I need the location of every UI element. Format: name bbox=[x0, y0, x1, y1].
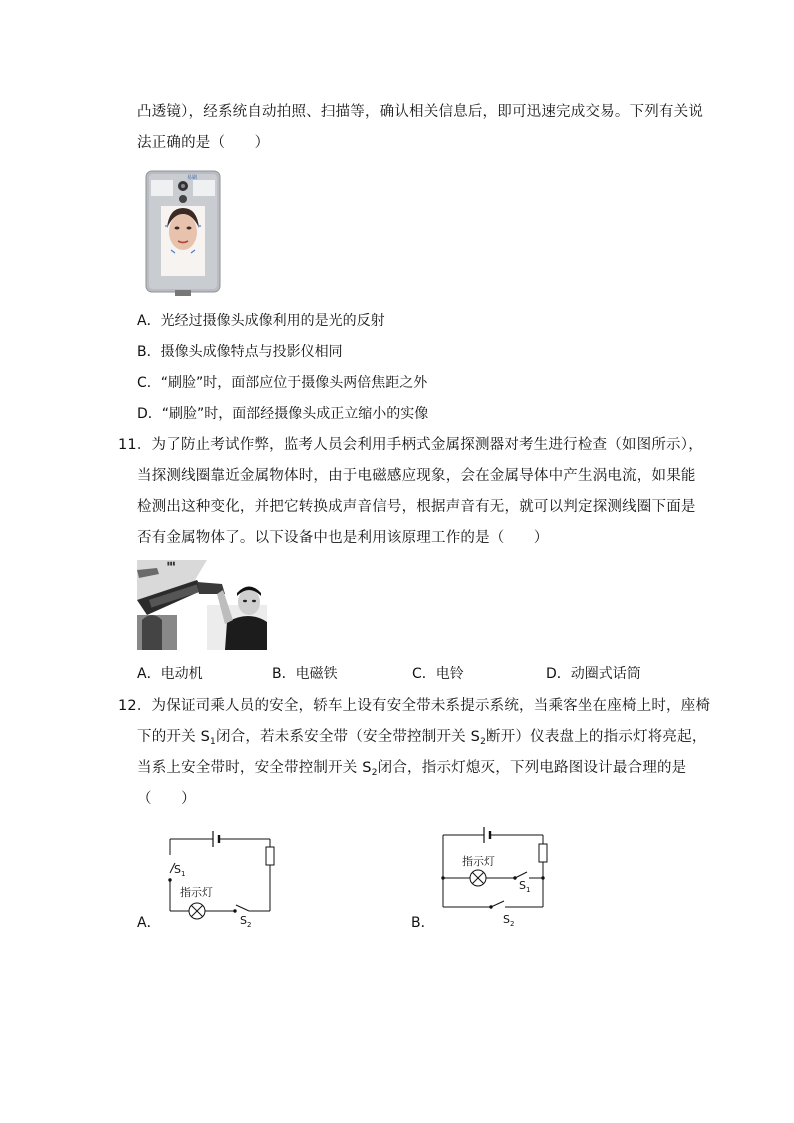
circuit-diagram-a bbox=[160, 825, 285, 930]
q10-option-a: A．光经过摄像头成像利用的是光的反射 bbox=[137, 313, 385, 329]
q10-line-1: 凸透镜），经系统自动拍照、扫描等，确认相关信息后，即可迅速完成交易。下列有关说 bbox=[137, 104, 704, 120]
svg-text:1: 1 bbox=[181, 870, 186, 878]
svg-text:指示灯: 指示灯 bbox=[462, 855, 495, 868]
q11-line-4: 否有金属物体了。以下设备中也是利用该原理工作的是（ ） bbox=[137, 530, 549, 546]
circuit-diagram-b bbox=[435, 820, 560, 930]
q11-option-a: A．电动机 bbox=[137, 666, 203, 682]
q10-option-b: B．摄像头成像特点与投影仪相同 bbox=[137, 344, 343, 360]
q11-option-b: B．电磁铁 bbox=[272, 666, 338, 682]
q12-option-b: B． bbox=[411, 915, 435, 931]
q10-option-d: D．“刷脸”时，面部经摄像头成正立缩小的实像 bbox=[137, 406, 429, 422]
svg-text:S: S bbox=[240, 914, 247, 927]
q12-option-a: A． bbox=[137, 915, 161, 931]
q11-line-1: 11．为了防止考试作弊，监考人员会利用手柄式金属探测器对考生进行检查（如图所示）， bbox=[118, 437, 703, 453]
q12-line-1: 12．为保证司乘人员的安全，轿车上设有安全带未系提示系统，当乘客坐在座椅上时，座椅 bbox=[118, 698, 711, 714]
q11-option-c: C．电铃 bbox=[412, 666, 464, 682]
svg-text:S: S bbox=[519, 879, 526, 892]
q12-line-4: （ ） bbox=[137, 791, 196, 807]
metal-detector-photo bbox=[137, 560, 267, 650]
q11-line-3: 检测出这种变化，并把它转换成声音信号，根据声音有无，就可以判定探测线圈下面是 bbox=[137, 499, 696, 515]
q12-line-2: 下的开关 $S_1$闭合，若未系安全带（安全带控制开关 $S_2$断开）仪表盘上的指示灯将亮起， bbox=[137, 729, 707, 747]
svg-text:S: S bbox=[503, 913, 510, 926]
face-scan-device-image bbox=[145, 170, 221, 298]
q12-line-3: 当系上安全带时，安全带控制开关 $S_2$闭合，指示灯熄灭，下列电路图设计最合理的是 bbox=[137, 760, 687, 778]
svg-text:S: S bbox=[174, 863, 181, 876]
svg-text:2: 2 bbox=[247, 921, 252, 929]
device-brand: 易刷 bbox=[187, 175, 198, 181]
svg-text:▮▮▮: ▮▮▮ bbox=[167, 561, 176, 567]
svg-text:指示灯: 指示灯 bbox=[180, 886, 213, 899]
q10-option-c: C．“刷脸”时，面部应位于摄像头两倍焦距之外 bbox=[137, 375, 428, 391]
q10-line-2: 法正确的是（ ） bbox=[137, 135, 270, 151]
q11-line-2: 当探测线圈靠近金属物体时，由于电磁感应现象，会在金属导体中产生涡电流，如果能 bbox=[137, 468, 696, 484]
q11-option-d: D．动圈式话筒 bbox=[546, 666, 641, 682]
svg-text:1: 1 bbox=[526, 886, 531, 894]
svg-text:2: 2 bbox=[510, 920, 515, 928]
